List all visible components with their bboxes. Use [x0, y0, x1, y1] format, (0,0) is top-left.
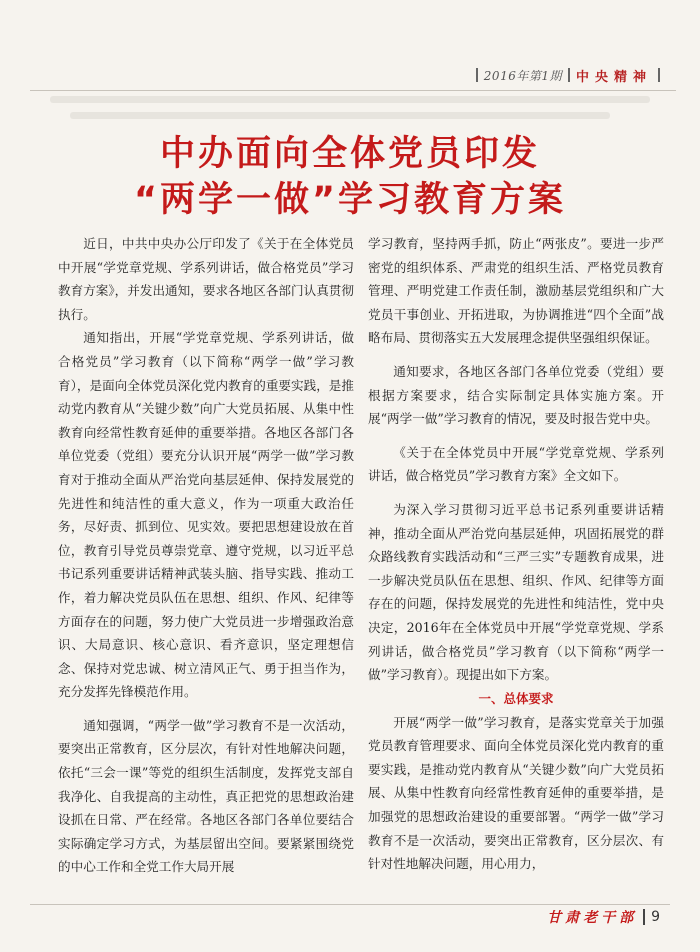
left-column — [58, 232, 354, 879]
right-column — [368, 232, 664, 876]
paragraph: 学习教育，坚持两手抓，防止“两张皮”。要进一步严密党的组织体系、严肃党的组织生活、严格党员教育管理、严明党建工作责任制，激励基层党组织和广大党员干事创业、开拓进取，为协调推进“四个全面”战略布局、贯彻落实五大发展理念提供坚强组织保证。 — [368, 236, 664, 346]
paragraph: 通知要求，各地区各部门各单位党委（党组）要根据方案要求，结合实际制定具体实施方案。开展“两学一做”学习教育的情况，要及时报告党中央。 — [368, 363, 664, 427]
article-title-line-1: 中办面向全体党员印发 — [159, 134, 540, 174]
paragraph: 《关于在全体党员中开展“学党章党规、学系列讲话，做合格党员”学习教育方案》全文如下。 — [368, 444, 664, 484]
paragraph: 通知强调，“两学一做”学习教育不是一次活动，要突出正常教育，区分层次，有针对性地解决问题，依托“三会一课”等党的组织生活制度，发挥党支部自我净化、自我提高的主动性，真正把党的思想政治建设抓在日常、严在经常。各地区各部门各单位要结合实际确定学习方式，为基层留出空间。要紧紧围绕党的中心工作和全党工作大局开展 — [58, 717, 354, 875]
paragraph: 为深入学习贯彻习近平总书记系列重要讲话精神，推动全面从严治党向基层延伸，巩固拓展党的群众路线教育实践活动和“三严三实”专题教育成果，进一步解决党员队伍在思想、组织、作风、纪律等方面存在的问题，保持发展党的先进性和纯洁性，党中央决定，2016年在全体党员中开展“学党章党规、学系列讲话，做合格党员”学习教育（以下简称“两学一做”学习教育）。现提出如下方案。 — [368, 501, 664, 683]
footer-rule — [30, 904, 670, 905]
column-name: 中央精神 — [575, 69, 652, 85]
paragraph: 近日，中共中央办公厅印发了《关于在全体党员中开展“学党章党规、学系列讲话，做合格党员”学习教育方案》，并发出通知，要求各地区各部门认真贯彻执行。 — [58, 236, 354, 322]
page-footer — [547, 906, 660, 928]
header-divider — [658, 68, 660, 82]
page-number: 9 — [651, 909, 660, 925]
issue-label: 2016年第1期 — [483, 68, 562, 83]
show-through-line — [70, 112, 610, 119]
running-header — [470, 64, 666, 86]
footer-divider — [643, 909, 645, 925]
paragraph: 开展“两学一做”学习教育，是落实党章关于加强党员教育管理要求、面向全体党员深化党内教育的重要实践，是推动党内教育从“关键少数”向广大党员拓展、从集中性教育向经常性教育延伸的重要举措，是加强党的思想政治建设的重要部署。“两学一做”学习教育不是一次活动，要突出正常教育，区分层次、有针对性地解决问题，用心用力， — [368, 714, 664, 872]
header-divider — [476, 68, 478, 82]
magazine-name: 甘肃老干部 — [547, 910, 638, 926]
paragraph: 通知指出，开展“学党章党规、学系列讲话，做合格党员”学习教育（以下简称“两学一做”学习教育），是面向全体党员深化党内教育的重要实践，是推动党内教育从“关键少数”向广大党员拓展、从集中性教育向经常性教育延伸的重要举措。各地区各部门各单位党委（党组）要充分认识开展“两学一做”学习教育对于推动全面从严治党向基层延伸、保持发展党的先进性和纯洁性的重大意义，作为一项重大政治任务，尽好责、抓到位、见实效。要把思想建设放在首位，教育引导党员尊崇党章、遵守党规，以习近平总书记系列重要讲话精神武装头脑、指导实践、推动工作，着力解决党员队伍在思想、组织、作风、纪律等方面存在的问题，努力使广大党员进一步增强政治意识、大局意识、核心意识、看齐意识，坚定理想信念、保持对党忠诚、树立清风正气、勇于担当作为，充分发挥先锋模范作用。 — [58, 330, 354, 700]
header-rule — [30, 90, 676, 91]
show-through-line — [50, 96, 650, 103]
header-divider — [568, 68, 570, 82]
article-title-line-2: “两学一做”学习教育方案 — [133, 180, 566, 220]
section-heading: 一、总体要求 — [478, 690, 554, 706]
